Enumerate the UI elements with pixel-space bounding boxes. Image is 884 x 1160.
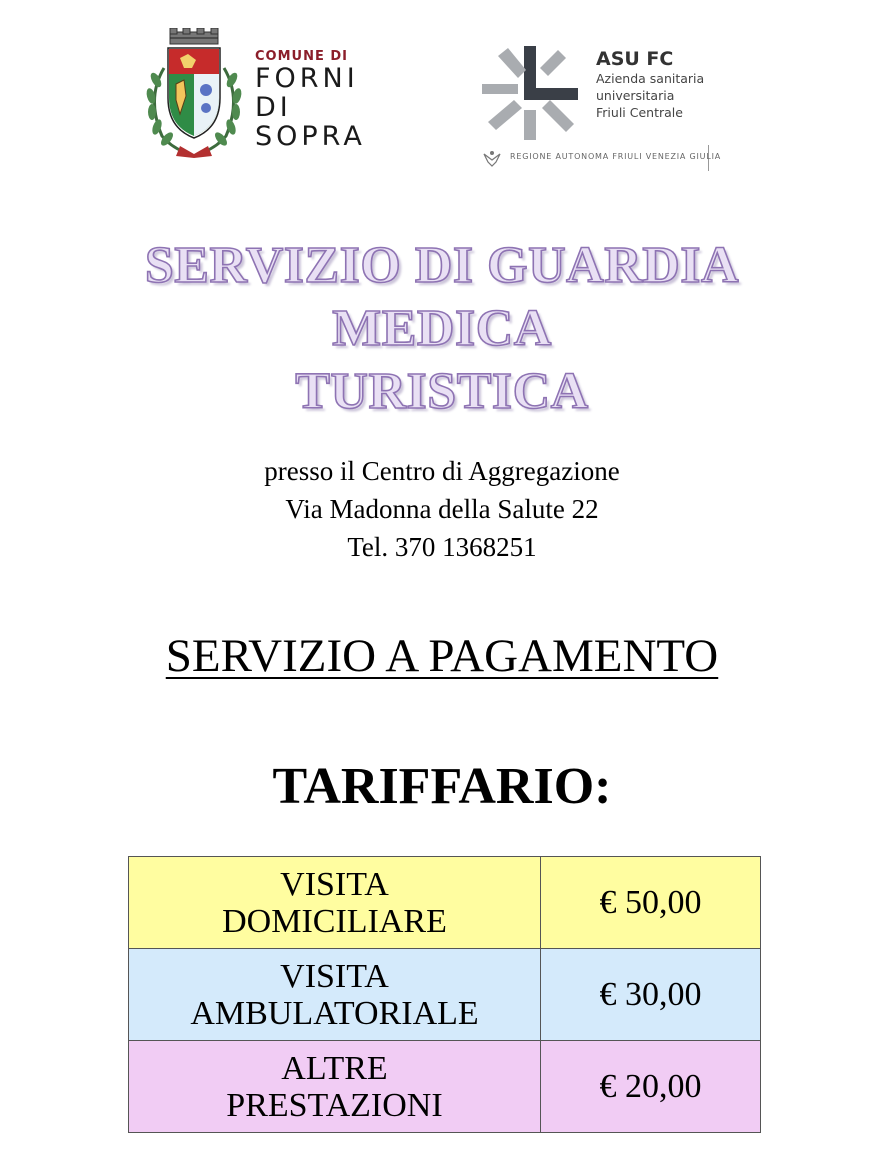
service-name-line1: ALTRE	[281, 1049, 388, 1087]
address-street: Via Madonna della Salute 22	[285, 494, 599, 524]
service-name-line2: DOMICILIARE	[222, 902, 447, 940]
service-name-line1: VISITA	[280, 957, 389, 995]
comune-name-line2: DI SOPRA	[255, 92, 366, 152]
title-line-3: TURISTICA	[295, 363, 589, 420]
region-eagle-icon	[482, 148, 502, 168]
price-cell: € 50,00	[541, 857, 761, 949]
comune-label: COMUNE DI	[255, 49, 348, 64]
service-cell	[129, 857, 541, 949]
tariff-table	[128, 856, 761, 1133]
table-row	[129, 857, 761, 949]
service-cell	[129, 1041, 541, 1133]
address-phone: Tel. 370 1368251	[347, 532, 537, 562]
paid-service-notice	[0, 628, 884, 684]
title-line-1: SERVIZIO DI GUARDIA	[144, 237, 740, 294]
region-badge	[478, 145, 722, 171]
price-cell: € 30,00	[541, 949, 761, 1041]
address-block	[0, 452, 884, 566]
table-row	[129, 949, 761, 1041]
comune-logo	[140, 28, 415, 163]
asu-line-1: Azienda sanitaria	[596, 71, 705, 86]
tariffario-heading: TARIFFARIO:	[272, 758, 612, 815]
coat-of-arms-icon	[140, 28, 248, 160]
region-label: REGIONE AUTONOMA FRIULI VENEZIA GIULIA	[510, 152, 722, 161]
asu-line-3: Friuli Centrale	[596, 105, 683, 120]
service-name-line2: AMBULATORIALE	[190, 994, 479, 1032]
asu-fc-mark-icon	[478, 44, 582, 140]
address-location: presso il Centro di Aggregazione	[264, 456, 620, 486]
table-row	[129, 1041, 761, 1133]
comune-name-line1: FORNI	[255, 63, 359, 94]
asu-logo	[478, 44, 722, 174]
page-title	[0, 234, 884, 423]
comune-name	[255, 50, 415, 151]
asu-text	[596, 48, 704, 121]
price-cell: € 20,00	[541, 1041, 761, 1133]
service-name-line2: PRESTAZIONI	[226, 1086, 443, 1124]
service-name-line1: VISITA	[280, 865, 389, 903]
service-cell	[129, 949, 541, 1041]
paid-service-text: SERVIZIO A PAGAMENTO	[165, 630, 719, 682]
asu-line-2: universitaria	[596, 88, 675, 103]
title-line-2: MEDICA	[332, 300, 552, 357]
asu-title: ASU FC	[596, 48, 674, 70]
